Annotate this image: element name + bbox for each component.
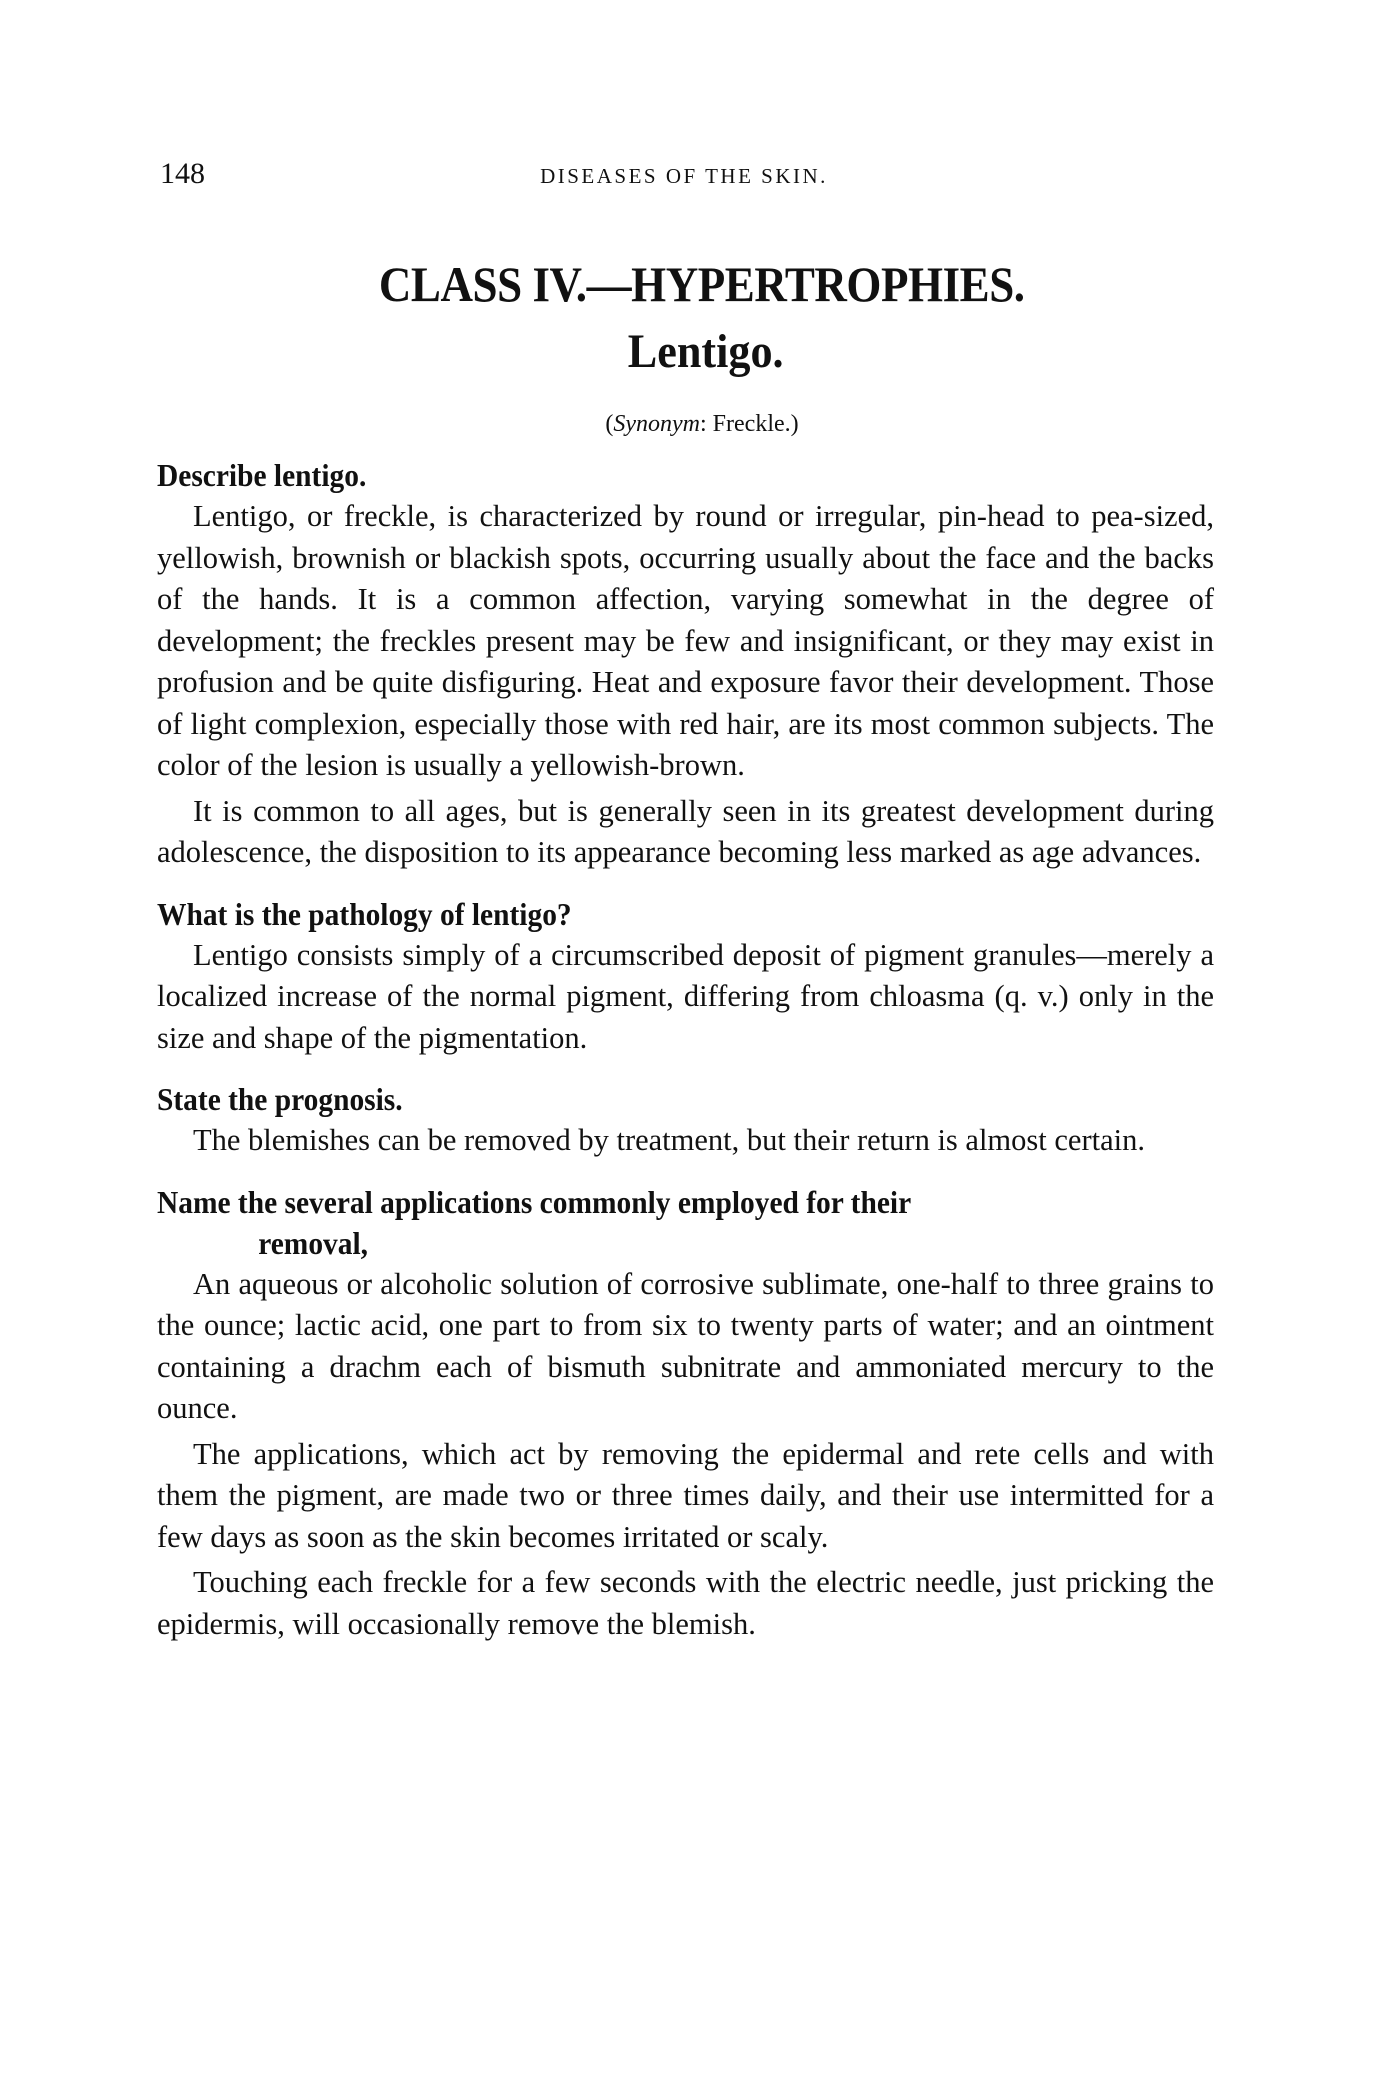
synonym-line <box>0 408 1396 440</box>
answer-paragraph: It is common to all ages, but is generally seen in its greatest development during adolescence, the disposition to its appearance becoming less marked as age advances. <box>157 793 1214 869</box>
class-title-text: CLASS IV.—HYPERTROPHIES. <box>379 256 1025 312</box>
section-pathology <box>157 894 1214 1060</box>
answer-paragraph: The applications, which act by removing the epidermal and rete cells and with them the pigment, are made two or three times daily, and their use intermitted for a few days as soon as the skin becomes irritated or scaly. <box>157 1436 1214 1554</box>
spacer <box>157 1059 1214 1079</box>
spacer <box>157 1162 1214 1182</box>
answer-paragraph: Lentigo consists simply of a circumscribed deposit of pigment granules—merely a localized increase of the normal pigment, differing from chloasma (q. v.) only in the size and shape of the pigmentation. <box>157 937 1214 1055</box>
synonym-value: Freckle.) <box>712 411 799 437</box>
question-heading <box>157 1182 1214 1264</box>
class-title <box>0 256 1396 312</box>
section-describe <box>157 455 1214 874</box>
answer-paragraph: Touching each freckle for a few seconds with the electric needle, just pricking the epidermis, will occasionally remove the blemish. <box>157 1565 1214 1641</box>
question-text: Describe lentigo. <box>157 457 367 493</box>
answer-paragraph: An aqueous or alcoholic solution of corrosive sublimate, one-half to three grains to the ounce; lactic acid, one part to from six to twenty parts of water; and an ointment containing a drachm each of bismuth subnitrate and ammoniated mercury to the ounce. <box>157 1266 1214 1425</box>
running-head-text: DISEASES OF THE SKIN. <box>540 164 828 188</box>
page-number: 148 <box>160 157 205 190</box>
entry-title <box>0 324 1396 380</box>
question-heading <box>157 894 1214 935</box>
synonym-wrap <box>605 408 798 440</box>
section-prognosis <box>157 1079 1214 1162</box>
synonym-label: Synonym <box>613 411 700 437</box>
question-heading <box>157 455 1214 496</box>
synonym-separator: : <box>700 411 713 437</box>
question-text: What is the pathology of lentigo? <box>157 895 572 932</box>
question-heading <box>157 1079 1214 1120</box>
answer-paragraph: Lentigo, or freckle, is characterized by round or irregular, pin-head to pea-sized, yellowish, brownish or blackish spots, occurring usually about the face and the backs of the hands. It is a common affection, varying somewhat in the degree of development; the freckles present may be few and insignificant, or they may exist in profusion and be quite disfiguring. Heat and exposure favor their development. Those of light complexion, especially those with red hair, are its most common subjects. The color of the lesion is usually a yellowish-brown. <box>157 499 1214 782</box>
question-text-line1: Name the several applications commonly employed for their <box>157 1183 912 1220</box>
section-applications <box>157 1182 1214 1646</box>
running-head <box>0 161 1396 191</box>
entry-title-text: Lentigo. <box>628 325 784 378</box>
answer-paragraph: The blemishes can be removed by treatment, but their return is almost certain. <box>193 1123 1145 1157</box>
spacer <box>157 874 1214 894</box>
page-body <box>157 455 1214 1645</box>
synonym-open-paren: ( <box>605 411 614 437</box>
question-text: State the prognosis. <box>157 1081 403 1117</box>
question-text-line2: removal, <box>258 1224 369 1261</box>
